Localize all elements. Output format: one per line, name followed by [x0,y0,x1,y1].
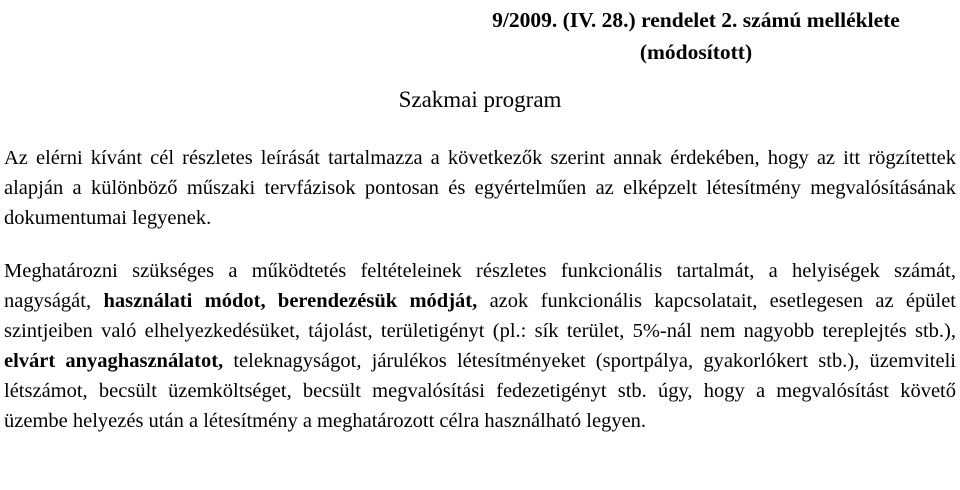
paragraph-intro: Az elérni kívánt cél részletes leírását tartalmazza a következők szerint annak érdekében, hogy az itt rögzítettek alapján a különböző műszaki tervfázisok pontosan és egyértelműen az elképzelt létesítmény megvalósításának dokumentumai legyenek. [4,147,956,229]
paragraph-bold-segment: elvárt anyaghasználatot, [4,350,224,372]
header-line-modified: (módosított) [639,40,753,64]
header-line-decree: 9/2009. (IV. 28.) rendelet 2. számú melléklete [492,8,900,32]
paragraph-requirements [4,256,956,436]
paragraph-text-segment: azok funkcionális kapcsolatait, esetlegesen az épület szintjeiben való elhelyezkedésüket, tájolást, területigényt (pl.: sík terület, 5%-nál nem nagyobb tereplejtés stb.), [4,290,956,342]
paragraph-text-segment: Meghatározni szükséges a működtetés feltételeinek részletes funkcionális tartalmát, a helyiségek számát, nagyságát, [4,260,956,312]
page-title: Szakmai program [398,87,562,112]
document-header [436,4,956,68]
paragraph-bold-segment: használati módot, berendezésük módját, [103,290,478,312]
paragraph-text-segment: teleknagyságot, járulékos létesítményeket (sportpálya, gyakorlókert stb.), üzemviteli létszámot, becsült üzemköltséget, becsült megvalósítási fedezetigényt stb. úgy, hogy a megvalósítást követő üzembe helyezés után a létesítmény a meghatározott célra használható legyen. [4,350,956,432]
